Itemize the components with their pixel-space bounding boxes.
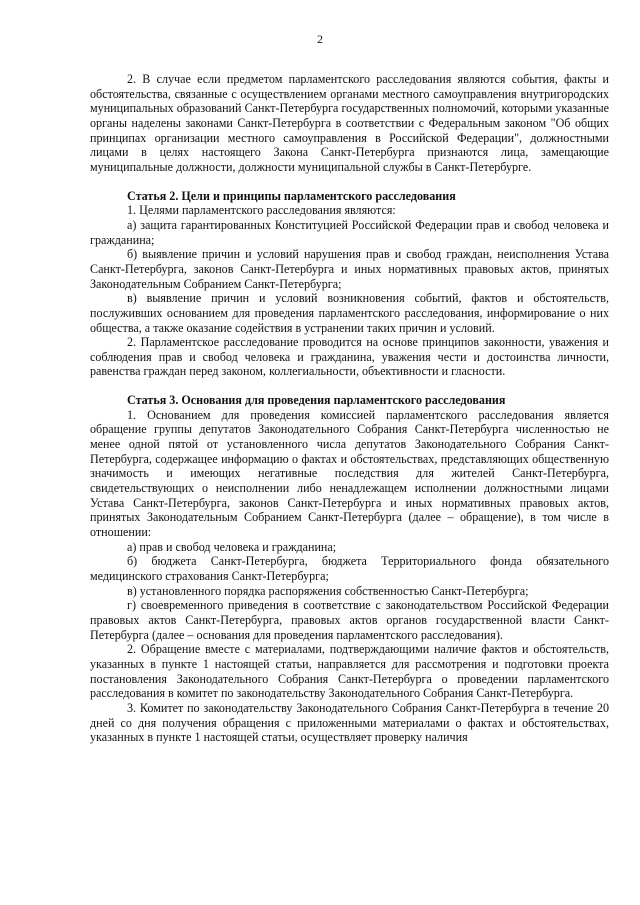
article3-heading: Статья 3. Основания для проведения парламентского расследования	[127, 393, 506, 408]
article2-item-b: б) выявление причин и условий нарушения прав и свобод граждан, неисполнения Устава Санкт-Петербурга, законов Санкт-Петербурга и иных нормативных правовых актов, принятых Законодательным Собранием Санкт-Петербурга;	[90, 247, 609, 291]
article2-paragraph-1: 1. Целями парламентского расследования являются:	[127, 203, 396, 218]
article2-item-a: а) защита гарантированных Конституцией Российской Федерации прав и свобод человека и гражданина;	[90, 217, 609, 247]
article2-paragraph-2: 2. Парламентское расследование проводится на основе принципов законности, уважения и соблюдения прав и свобод человека и гражданина, уважения чести и достоинства личности, равенства граждан перед законом, коллегиальности, объективности и гласности.	[90, 335, 609, 379]
article1-paragraph-2: 2. В случае если предметом парламентского расследования являются события, факты и обстоятельства, связанные с осуществлением органами местного самоуправления внутригородских муниципальных образований Санкт-Петербурга государственных полномочий, которыми указанные органы наделены законами Санкт-Петербурга в соответствии с Федеральным законом "Об общих принципах организации местного самоуправления в Российской Федерации", должностными лицами в целях настоящего Закона Санкт-Петербурга признаются лица, замещающие муниципальные должности, должности муниципальной службы в Санкт-Петербурге.	[90, 72, 609, 174]
article3-paragraph-2: 2. Обращение вместе с материалами, подтверждающими наличие фактов и обстоятельств, указанных в пункте 1 настоящей статьи, направляется для рассмотрения и подготовки проекта постановления Законодательного Собрания Санкт-Петербурга о проведении парламентского расследования в комитет по законодательству Законодательного Собрания Санкт-Петербурга.	[90, 642, 609, 701]
article3-item-a: а) прав и свобод человека и гражданина;	[127, 539, 337, 554]
article2-heading: Статья 2. Цели и принципы парламентского расследования	[127, 188, 456, 203]
article3-item-b: б) бюджета Санкт-Петербурга, бюджета Территориального фонда обязательного медицинского страхования Санкт-Петербурга;	[90, 554, 609, 583]
article3-paragraph-3: 3. Комитет по законодательству Законодательного Собрания Санкт-Петербурга в течение 20 дней со дня получения обращения с приложенными материалами о фактах и обстоятельствах, указанных в пункте 1 настоящей статьи, осуществляет проверку наличия	[90, 700, 609, 745]
document-body	[90, 72, 609, 745]
article3-item-d: г) своевременного приведения в соответствие с законодательством Российской Федерации правовых актов Санкт-Петербурга, правовых актов органов государственной власти Санкт-Петербурга (далее – основания для проведения парламентского расследования).	[90, 598, 609, 642]
article3-item-c: в) установленного порядка распоряжения собственностью Санкт-Петербурга;	[127, 583, 529, 598]
page-number: 2	[317, 32, 323, 46]
article3-paragraph-1: 1. Основанием для проведения комиссией парламентского расследования является обращение группы депутатов Законодательного Собрания Санкт-Петербурга численностью не менее одной пятой от установленного числа депутатов Законодательного Собрания Санкт-Петербурга, содержащее информацию о фактах и обстоятельствах, представляющих общественную значимость и имеющих негативные последствия для жителей Санкт-Петербурга, свидетельствующих о неисполнении либо ненадлежащем исполнении должностными лицами Устава Санкт-Петербурга, законов Санкт-Петербурга и иных нормативных правовых актов, принятых Законодательным Собранием Санкт-Петербурга (далее – обращение), в том числе в отношении:	[90, 407, 609, 540]
article2-item-c: в) выявление причин и условий возникновения событий, фактов и обстоятельств, послуживших основанием для проведения парламентского расследования, информирование о них общества, а также оказание содействия в устранении таких причин и условий.	[90, 291, 609, 335]
